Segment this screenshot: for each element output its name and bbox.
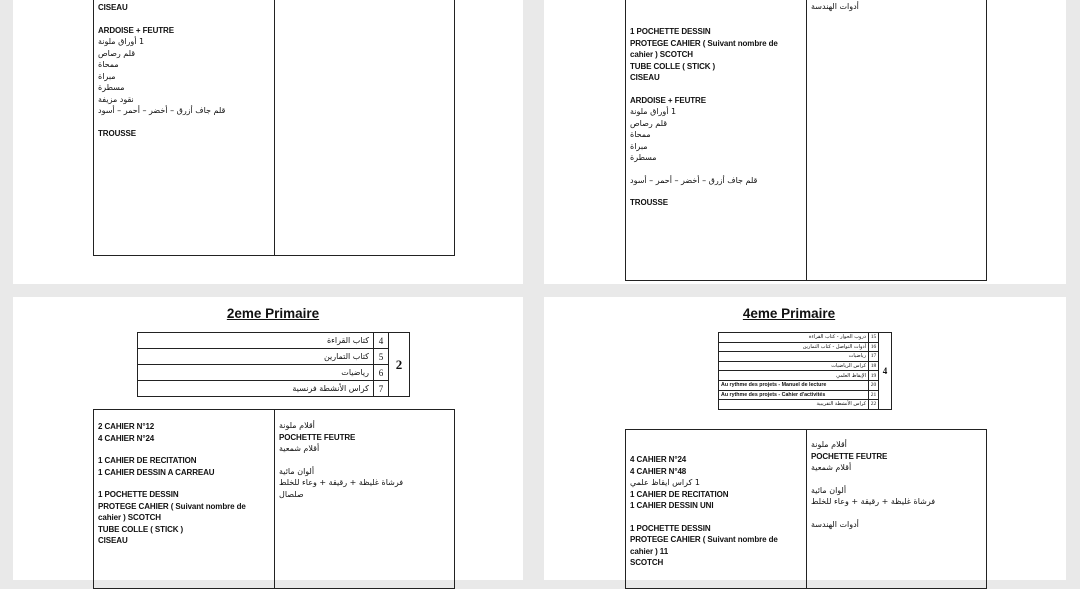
page-2eme-primaire bbox=[13, 297, 523, 580]
book-title: دروب الحوار - كتاب القراءة bbox=[719, 333, 869, 343]
supply-item: 4 CAHIER N°24 bbox=[630, 455, 687, 464]
spacer bbox=[98, 14, 270, 25]
supply-item: ARDOISE + FEUTRE bbox=[630, 95, 706, 105]
supplies-left-column bbox=[630, 454, 802, 569]
supply-item: 1 أوراق ملونة bbox=[630, 107, 677, 116]
spacer bbox=[630, 84, 802, 95]
supply-item: صلصال bbox=[279, 489, 304, 499]
supplies-table bbox=[93, 409, 455, 589]
spacer bbox=[98, 478, 270, 489]
supply-item: مسطرة bbox=[98, 83, 125, 92]
supply-item: أقلام شمعية bbox=[811, 463, 852, 472]
supply-item: مبراة bbox=[630, 141, 648, 151]
supply-item: TROUSSE bbox=[98, 128, 136, 138]
spacer bbox=[98, 117, 270, 128]
supply-item: CISEAU bbox=[630, 73, 660, 82]
book-title: الإيقاظ العلمي bbox=[719, 371, 869, 381]
supply-item: ألوان مائية bbox=[811, 485, 847, 495]
supply-item: 1 كراس ايقاظ علمي bbox=[630, 478, 700, 487]
supply-item: أدوات الهندسة bbox=[811, 2, 859, 11]
supplies-right-column bbox=[811, 439, 983, 530]
book-title: رياضيات bbox=[719, 352, 869, 362]
page-heading: 2eme Primaire bbox=[226, 306, 320, 321]
supply-item: 1 POCHETTE DESSIN bbox=[98, 490, 179, 499]
supply-item: 4 CAHIER N°24 bbox=[98, 433, 155, 443]
book-row bbox=[719, 371, 892, 381]
book-title: أدوات التواصل - كتاب التمارين bbox=[719, 342, 869, 352]
supply-item: أقلام ملونة bbox=[811, 440, 847, 449]
book-number: 20 bbox=[869, 380, 879, 390]
book-title: كراس الأنشطة فرنسية bbox=[138, 381, 374, 397]
spacer bbox=[811, 474, 983, 485]
supply-item: مسطرة bbox=[630, 153, 657, 162]
book-row bbox=[138, 381, 410, 397]
book-number: 19 bbox=[869, 371, 879, 381]
supply-item: أقلام ملونة bbox=[279, 421, 315, 430]
book-row bbox=[719, 400, 892, 410]
book-title: كراس الرياضيات bbox=[719, 361, 869, 371]
spacer bbox=[811, 508, 983, 519]
supply-item: قلم جاف أزرق – أخضر – أحمر – أسود bbox=[630, 175, 758, 185]
supplies-left-column bbox=[98, 2, 270, 139]
supplies-left-column bbox=[630, 26, 802, 209]
supply-item: ممحاة bbox=[98, 60, 119, 69]
book-title: كتاب التمارين bbox=[138, 349, 374, 365]
supply-item: POCHETTE FEUTRE bbox=[279, 432, 356, 442]
supplies-table bbox=[625, 0, 987, 281]
supply-item: CISEAU bbox=[98, 3, 128, 12]
book-title: كراس الأنشطة التقريبية bbox=[719, 400, 869, 410]
book-row bbox=[719, 352, 892, 362]
book-title: كتاب القراءة bbox=[138, 333, 374, 349]
supply-item: أقلام شمعية bbox=[279, 444, 320, 453]
supply-item: قلم رصاص bbox=[98, 48, 136, 58]
supply-item: 1 CAHIER DESSIN UNI bbox=[630, 501, 714, 510]
books-table bbox=[718, 332, 892, 410]
supply-item: POCHETTE FEUTRE bbox=[811, 451, 888, 461]
book-row bbox=[138, 365, 410, 381]
supply-item: TUBE COLLE ( STICK ) bbox=[630, 61, 716, 71]
book-row bbox=[719, 390, 892, 400]
grade-number: 4 bbox=[879, 333, 892, 410]
supply-item: 1 CAHIER DESSIN A CARREAU bbox=[98, 467, 215, 477]
supply-item: 1 POCHETTE DESSIN bbox=[630, 523, 711, 533]
grade-number: 2 bbox=[389, 333, 410, 397]
supply-item: 2 CAHIER N°12 bbox=[98, 422, 155, 431]
page-4eme-primaire bbox=[544, 297, 1066, 580]
books-table bbox=[137, 332, 410, 397]
supply-item: 4 CAHIER N°48 bbox=[630, 466, 687, 476]
supply-item: 1 POCHETTE DESSIN bbox=[630, 27, 711, 36]
book-number: 15 bbox=[869, 333, 879, 343]
book-number: 6 bbox=[374, 365, 389, 381]
spacer bbox=[630, 512, 802, 523]
page-top-right bbox=[544, 0, 1066, 284]
book-number: 18 bbox=[869, 361, 879, 371]
supplies-right-column bbox=[811, 1, 983, 13]
book-number: 7 bbox=[374, 381, 389, 397]
book-number: 4 bbox=[374, 333, 389, 349]
page-top-left bbox=[13, 0, 523, 284]
supplies-table bbox=[93, 0, 455, 256]
supply-item: PROTEGE CAHIER ( Suivant nombre de bbox=[98, 501, 246, 511]
supply-item: cahier ) SCOTCH bbox=[98, 513, 161, 522]
supplies-left-column bbox=[98, 421, 270, 547]
supply-item: cahier ) SCOTCH bbox=[630, 50, 693, 59]
supply-item: مبراة bbox=[98, 71, 116, 81]
spacer bbox=[630, 186, 802, 197]
book-number: 5 bbox=[374, 349, 389, 365]
supply-item: أدوات الهندسة bbox=[811, 519, 859, 529]
book-title: رياضيات bbox=[138, 365, 374, 381]
supply-item: CISEAU bbox=[98, 536, 128, 545]
supplies-right-column bbox=[279, 420, 451, 500]
supply-item: فرشاة غليظة + رقيقة + وعاء للخلط bbox=[811, 497, 936, 506]
supply-item: 1 CAHIER DE RECITATION bbox=[98, 456, 197, 465]
book-row bbox=[719, 361, 892, 371]
page-heading: 4eme Primaire bbox=[742, 306, 836, 321]
book-number: 16 bbox=[869, 342, 879, 352]
supplies-table bbox=[625, 429, 987, 589]
supply-item: PROTEGE CAHIER ( Suivant nombre de bbox=[630, 38, 778, 48]
supply-item: ممحاة bbox=[630, 130, 651, 139]
supply-item: قلم جاف أزرق – أخضر – أحمر – أسود bbox=[98, 106, 226, 115]
book-number: 22 bbox=[869, 400, 879, 410]
book-row bbox=[719, 380, 892, 390]
book-title: Au rythme des projets - Cahier d'activités bbox=[719, 390, 869, 400]
spacer bbox=[279, 455, 451, 466]
supply-item: نقود مزيفة bbox=[98, 94, 134, 104]
book-number: 17 bbox=[869, 352, 879, 362]
supply-item: TUBE COLLE ( STICK ) bbox=[98, 524, 184, 534]
supply-item: ARDOISE + FEUTRE bbox=[98, 25, 174, 35]
book-number: 21 bbox=[869, 390, 879, 400]
book-row bbox=[138, 333, 410, 349]
supply-item: PROTEGE CAHIER ( Suivant nombre de bbox=[630, 535, 778, 544]
supply-item: ألوان مائية bbox=[279, 466, 315, 476]
supply-item: 1 CAHIER DE RECITATION bbox=[630, 489, 729, 499]
supply-item: قلم رصاص bbox=[630, 118, 668, 128]
book-row bbox=[719, 342, 892, 352]
book-row bbox=[719, 333, 892, 343]
supply-item: TROUSSE bbox=[630, 198, 668, 207]
supply-item: SCOTCH bbox=[630, 558, 664, 567]
book-title: Au rythme des projets - Manuel de lecture bbox=[719, 380, 869, 390]
spacer bbox=[98, 444, 270, 455]
supply-item: فرشاة غليظة + رقيقة + وعاء للخلط bbox=[279, 478, 404, 487]
book-row bbox=[138, 349, 410, 365]
supply-item: cahier ) 11 bbox=[630, 546, 669, 556]
spacer bbox=[630, 164, 802, 175]
supply-item: 1 أوراق ملونة bbox=[98, 37, 145, 46]
